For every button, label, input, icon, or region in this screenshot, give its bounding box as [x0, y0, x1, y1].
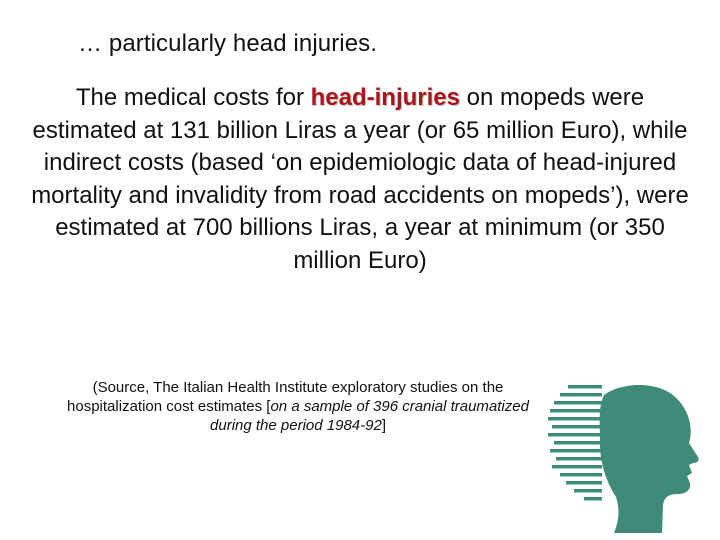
source-before: (Source, The Italian Health Institute exploratory studies on the hospitalization cost estimates [ [67, 379, 504, 415]
source-italic: on a sample of 396 cranial traumatized during the period 1984-92 [210, 398, 529, 434]
main-text-after: on mopeds were estimated at 131 billion Liras a year (or 65 million Euro), while indirect costs (based ‘on epidemiologic data of head-injured mortality and invalidity from road accidents on mopeds’), were estimated at 700 billions Liras, a year at minimum (or 350 million Euro) [31, 84, 689, 274]
main-text [24, 82, 696, 277]
head-profile-logo-icon [548, 383, 708, 533]
source-citation [58, 378, 538, 435]
slide-title: … particularly head injuries. [78, 30, 378, 57]
logo-stripes [548, 385, 602, 501]
source-after: ] [381, 417, 386, 434]
logo-head-silhouette [600, 385, 699, 533]
main-text-before: The medical costs for [75, 84, 311, 111]
highlighted-term: head-injuries [310, 84, 460, 111]
